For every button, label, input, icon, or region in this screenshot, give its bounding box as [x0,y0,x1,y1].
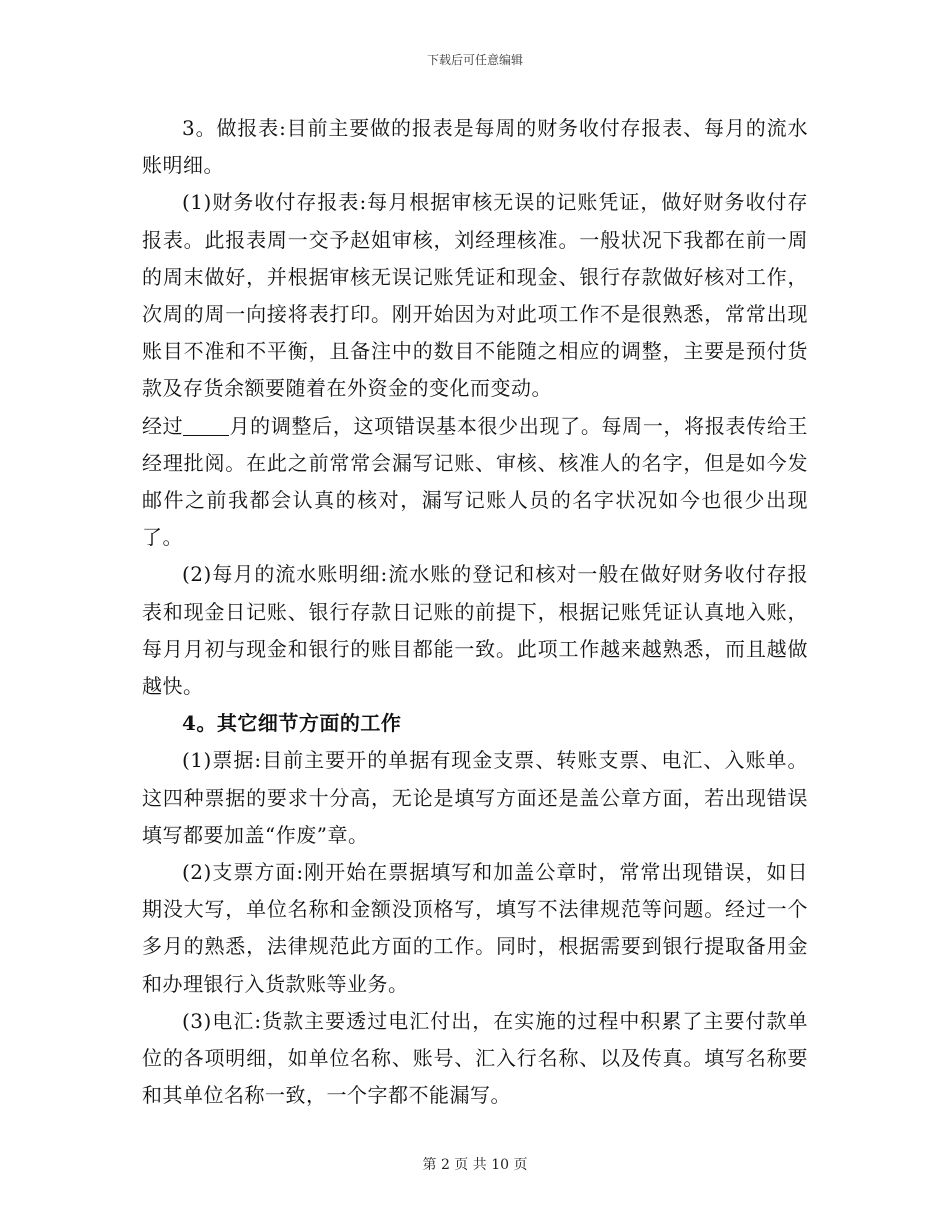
paragraph-adjustment [142,408,808,557]
paragraph-wire-transfer: (3)电汇:货款主要透过电汇付出，在实施的过程中积累了主要付款单位的各项明细，如单位名称、账号、汇入行名称、以及传真。填写名称要和其单位名称一致，一个字都不能漏写。 [142,1008,808,1108]
section-heading-details: 4。其它细节方面的工作 [182,711,402,736]
paragraph-reports: 3。做报表:目前主要做的报表是每周的财务收付存报表、每月的流水账明细。 [142,116,808,178]
paragraph-adjustment-rest: 月的调整后，这项错误基本很少出现了。每周一，将报表传给王经理批阅。在此之前常常会漏写记账、审核、核准人的名字，但是如今发邮件之前我都会认真的核对，漏写记账人员的名字状况如今也很少出现了。 [142,413,809,550]
document-body [142,110,808,1114]
page-number: 第 2 页 共 10 页 [422,1157,528,1173]
paragraph-adjustment-start: 经过 [142,413,184,438]
paragraph-checks: (2)支票方面:刚开始在票据填写和加盖公章时，常常出现错误，如日期没大写，单位名称和金额没顶格写，填写不法律规范等问题。经过一个多月的熟悉，法律规范此方面的工作。同时，根据需要到银行提取备用金和办理银行入货款账等业务。 [142,860,808,996]
paragraph-cash-report: (1)财务收付存报表:每月根据审核无误的记账凭证，做好财务收付存报表。此报表周一交予赵姐审核，刘经理核准。一般状况下我都在前一周的周末做好，并根据审核无误记账凭证和现金、银行存款做好核对工作，次周的周一向接将表打印。刚开始因为对此项工作不是很熟悉，常常出现账目不准和不平衡，且备注中的数目不能随之相应的调整，主要是预付货款及存货余额要随着在外资金的变化而变动。 [142,190,808,401]
paragraph-bills: (1)票据:目前主要开的单据有现金支票、转账支票、电汇、入账单。这四种票据的要求十分高，无论是填写方面还是盖公章方面，若出现错误填写都要加盖“作废”章。 [142,748,808,847]
page-header-note: 下载后可任意编辑 [426,53,523,67]
paragraph-ledger: (2)每月的流水账明细:流水账的登记和核对一般在做好财务收付存报表和现金日记账、银行存款日记账的前提下，根据记账凭证认真地入账，每月月初与现金和银行的账目都能一致。此项工作越来越熟悉，而且越做越快。 [142,562,808,699]
blank-underline [183,413,229,436]
